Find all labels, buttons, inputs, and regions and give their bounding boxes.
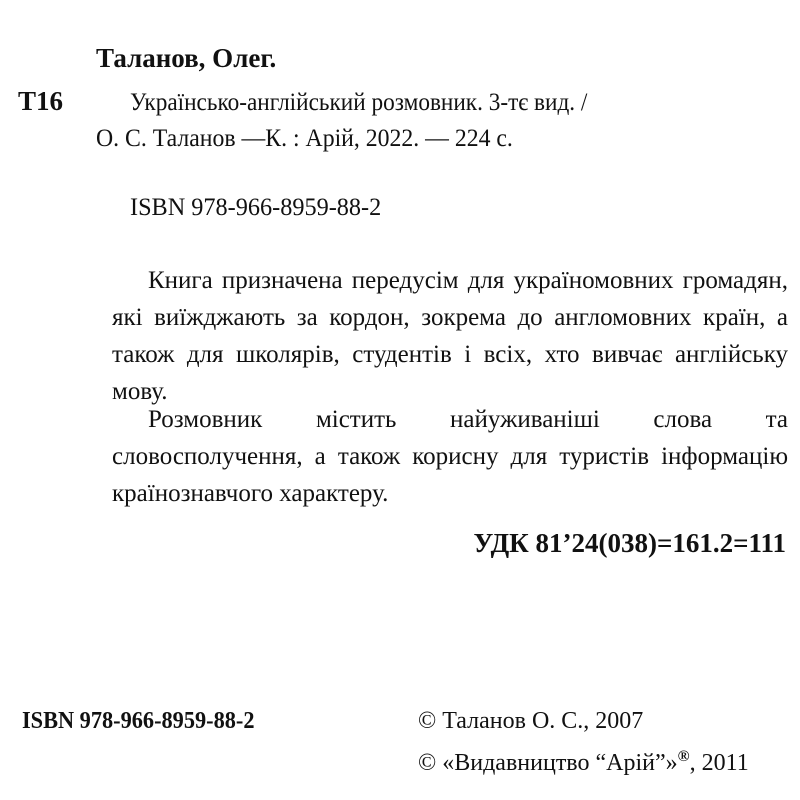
registered-mark: ® xyxy=(677,748,690,765)
annotation-paragraph-2: Розмовник містить найуживаніші слова та словосполучення, а також корисну для туристів інформацію країнознавчого характеру. xyxy=(112,406,788,507)
copyright-publisher-year: , 2011 xyxy=(689,750,749,776)
bibliographic-line-1: Українсько-англійський розмовник. 3-тє вид. / xyxy=(130,89,588,116)
copyright-publisher xyxy=(418,742,749,778)
isbn-main: ISBN 978-966-8959-88-2 xyxy=(130,194,382,221)
copyright-publisher-name: © «Видавництво “Арій”» xyxy=(418,750,678,776)
annotation-paragraph-1: Книга призначена передусім для україномовних громадян, які виїжджають за кордон, зокрема до англомовних країн, а також для школярів, студентів і всіх, хто вивчає англійську мову. xyxy=(112,267,788,405)
bibliographic-line-2: О. С. Таланов —К. : Арій, 2022. — 224 с. xyxy=(96,125,513,152)
isbn-footer: ISBN 978-966-8959-88-2 xyxy=(22,708,255,734)
catalog-code: Т16 xyxy=(18,86,64,116)
copyright-author: © Таланов О. С., 2007 xyxy=(418,708,644,734)
udk-code: УДК 81’24(038)=161.2=111 xyxy=(473,528,786,558)
author-heading: Таланов, Олег. xyxy=(96,43,277,73)
